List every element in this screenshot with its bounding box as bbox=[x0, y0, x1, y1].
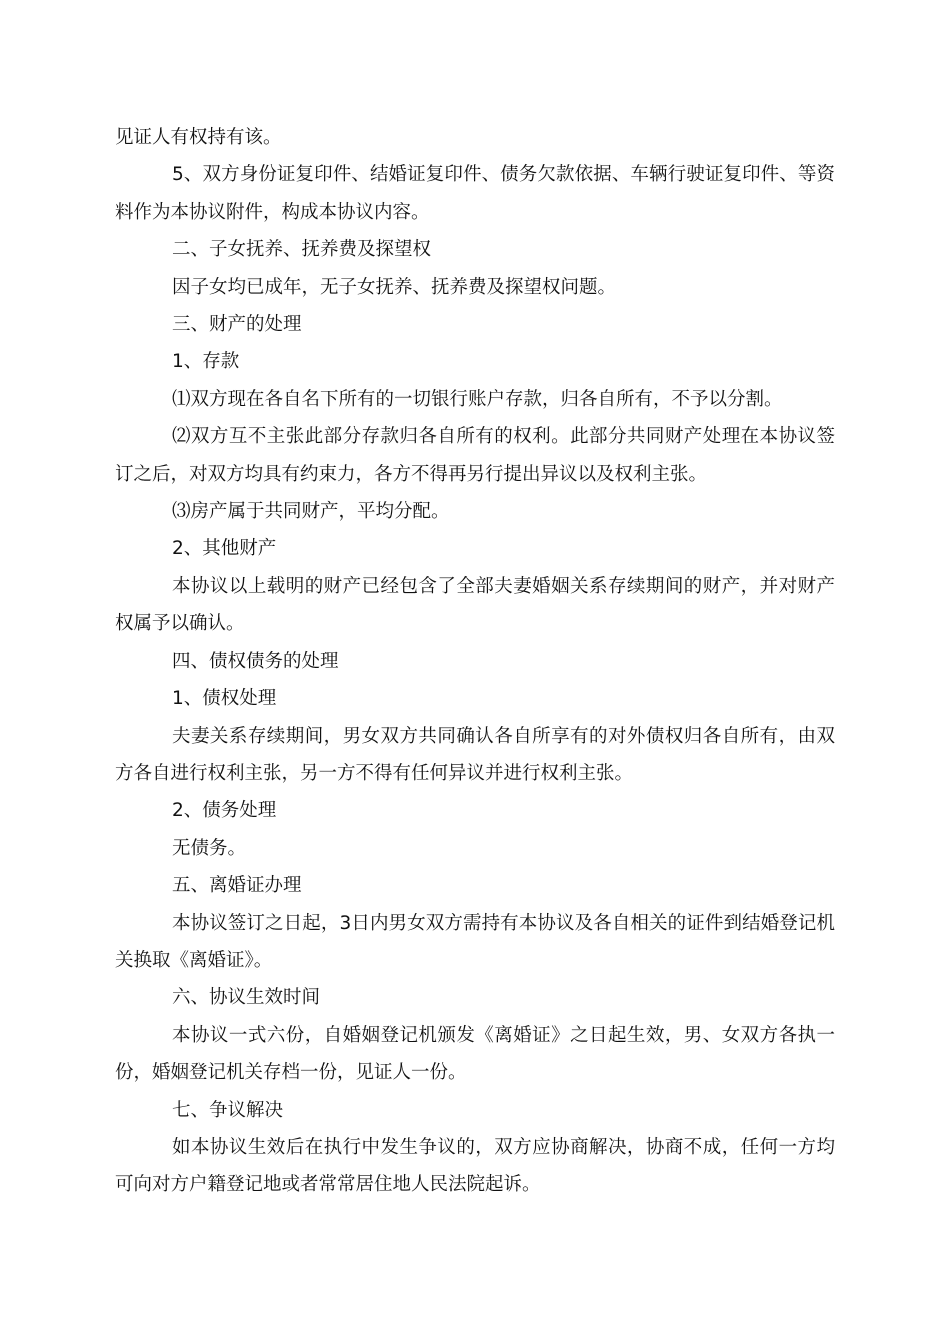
paragraph-witness-copy: 见证人有权持有该。 bbox=[115, 127, 282, 148]
paragraph-deposit-item-1: ⑴双方现在各自名下所有的一切银行账户存款，归各自所有，不予以分割。 bbox=[172, 388, 783, 410]
paragraph-claims: 夫妻关系存续期间，男女双方共同确认各自所享有的对外债权归各自所有，由双方各自进行权利主张，另一方不得有任何异议并进行权利主张。 bbox=[115, 725, 835, 784]
paragraph-divorce-certificate: 本协议签订之日起，3日内男女双方需持有本协议及各自相关的证件到结婚登记机关换取《离婚证》。 bbox=[115, 912, 835, 971]
section-heading-debts: 四、债权债务的处理 bbox=[172, 650, 339, 672]
paragraph-dispute: 如本协议生效后在执行中发生争议的，双方应协商解决，协商不成，任何一方均可向对方户籍登记地或者常常居住地人民法院起诉。 bbox=[115, 1136, 835, 1196]
document-body bbox=[115, 119, 835, 1204]
section-heading-effective-time: 六、协议生效时间 bbox=[172, 987, 321, 1009]
paragraph-no-debt: 无债务。 bbox=[172, 837, 247, 859]
paragraph-deposit-item-3: ⑶房产属于共同财产，平均分配。 bbox=[172, 501, 450, 523]
paragraph-other-property: 本协议以上载明的财产已经包含了全部夫妻婚姻关系存续期间的财产，并对财产权属予以确认。 bbox=[115, 575, 835, 635]
section-heading-children: 二、子女抚养、抚养费及探望权 bbox=[172, 239, 432, 261]
subheading-deposits: 1、存款 bbox=[172, 351, 240, 373]
paragraph-children-adult: 因子女均已成年，无子女抚养、抚养费及探望权问题。 bbox=[172, 276, 617, 298]
subheading-other-property: 2、其他财产 bbox=[172, 538, 277, 560]
paragraph-deposit-item-2: ⑵双方互不主张此部分存款归各自所有的权利。此部分共同财产处理在本协议签订之后，对双方均具有约束力，各方不得再另行提出异议以及权利主张。 bbox=[115, 426, 835, 485]
section-heading-divorce-certificate: 五、离婚证办理 bbox=[172, 875, 302, 897]
section-heading-property: 三、财产的处理 bbox=[172, 314, 302, 336]
paragraph-effective-time: 本协议一式六份，自婚姻登记机颁发《离婚证》之日起生效，男、女双方各执一份，婚姻登记机关存档一份，见证人一份。 bbox=[115, 1024, 835, 1084]
paragraph-attachments: 5、双方身份证复印件、结婚证复印件、债务欠款依据、车辆行驶证复印件、等资料作为本协议附件，构成本协议内容。 bbox=[115, 164, 835, 223]
section-heading-dispute: 七、争议解决 bbox=[172, 1099, 284, 1121]
subheading-claims: 1、债权处理 bbox=[172, 688, 277, 710]
subheading-debt-handling: 2、债务处理 bbox=[172, 800, 277, 822]
